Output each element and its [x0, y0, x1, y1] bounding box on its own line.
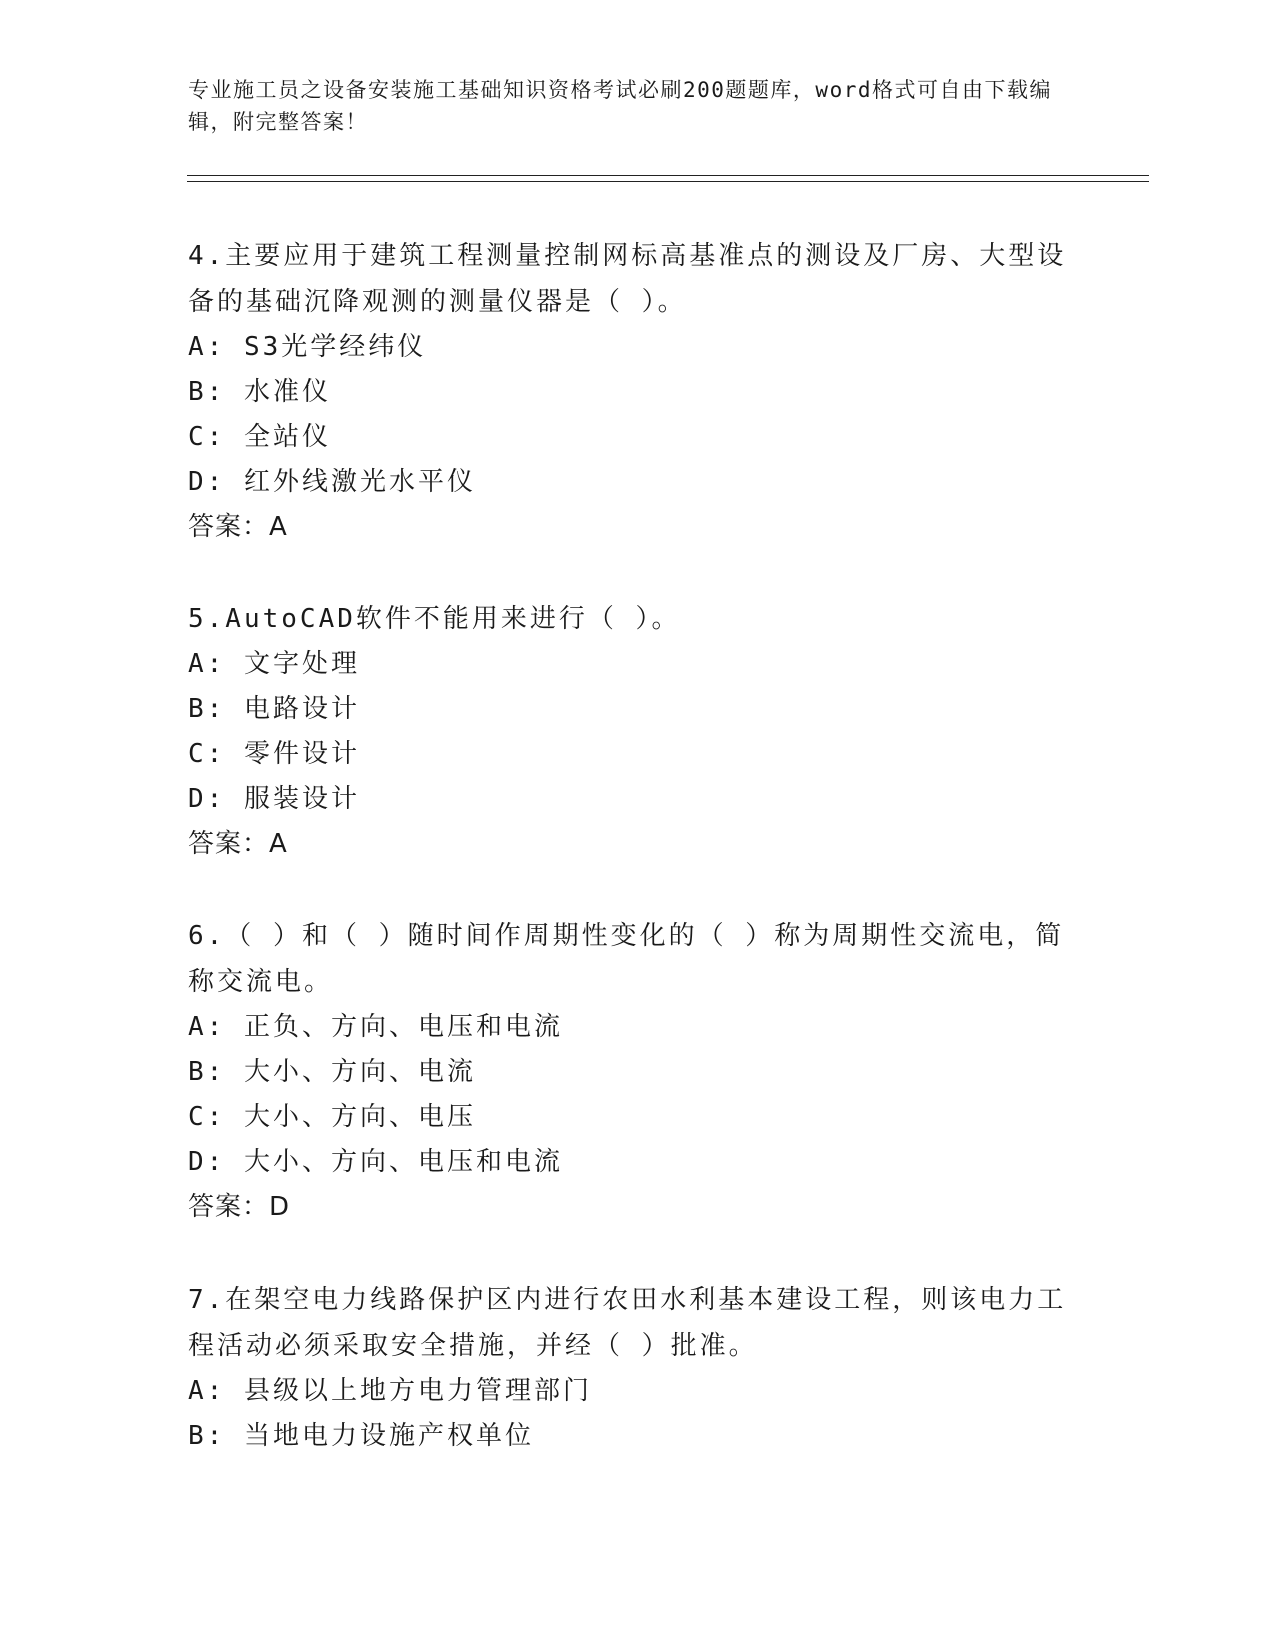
document-header — [188, 74, 1078, 138]
question-stem: 6.（ ）和（ ）随时间作周期性变化的（ ）称为周期性交流电，简称交流电。 — [188, 921, 1065, 997]
option-b: B: 当地电力设施产权单位 — [188, 1421, 534, 1451]
answer-line: 答案：D — [188, 1192, 291, 1222]
answer-line: 答案：A — [188, 512, 288, 542]
answer-line: 答案：A — [188, 829, 288, 859]
option-a: A: S3光学经纬仪 — [188, 332, 427, 362]
question-6 — [188, 913, 1088, 1230]
option-a: A: 县级以上地方电力管理部门 — [188, 1376, 592, 1406]
option-a: A: 正负、方向、电压和电流 — [188, 1012, 563, 1042]
option-c: C: 全站仪 — [188, 422, 331, 452]
option-d: D: 服装设计 — [188, 784, 360, 814]
question-4 — [188, 233, 1088, 550]
option-d: D: 大小、方向、电压和电流 — [188, 1147, 563, 1177]
option-b: B: 大小、方向、电流 — [188, 1057, 476, 1087]
header-text: 专业施工员之设备安装施工基础知识资格考试必刷200题题库，word格式可自由下载编辑，附完整答案！ — [188, 78, 1052, 134]
option-a: A: 文字处理 — [188, 649, 360, 679]
header-divider-bottom — [187, 181, 1149, 182]
option-b: B: 电路设计 — [188, 694, 360, 724]
question-stem: 7.在架空电力线路保护区内进行农田水利基本建设工程，则该电力工程活动必须采取安全措施，并经（ ）批准。 — [188, 1285, 1067, 1361]
option-c: C: 大小、方向、电压 — [188, 1102, 476, 1132]
header-divider-top — [187, 175, 1149, 176]
option-c: C: 零件设计 — [188, 739, 360, 769]
question-stem: 5.AutoCAD软件不能用来进行（ ）。 — [188, 604, 681, 634]
question-7 — [188, 1277, 1088, 1459]
option-d: D: 红外线激光水平仪 — [188, 467, 476, 497]
question-5 — [188, 596, 1088, 867]
question-stem: 4.主要应用于建筑工程测量控制网标高基准点的测设及厂房、大型设备的基础沉降观测的测量仪器是（ ）。 — [188, 241, 1067, 317]
option-b: B: 水准仪 — [188, 377, 331, 407]
